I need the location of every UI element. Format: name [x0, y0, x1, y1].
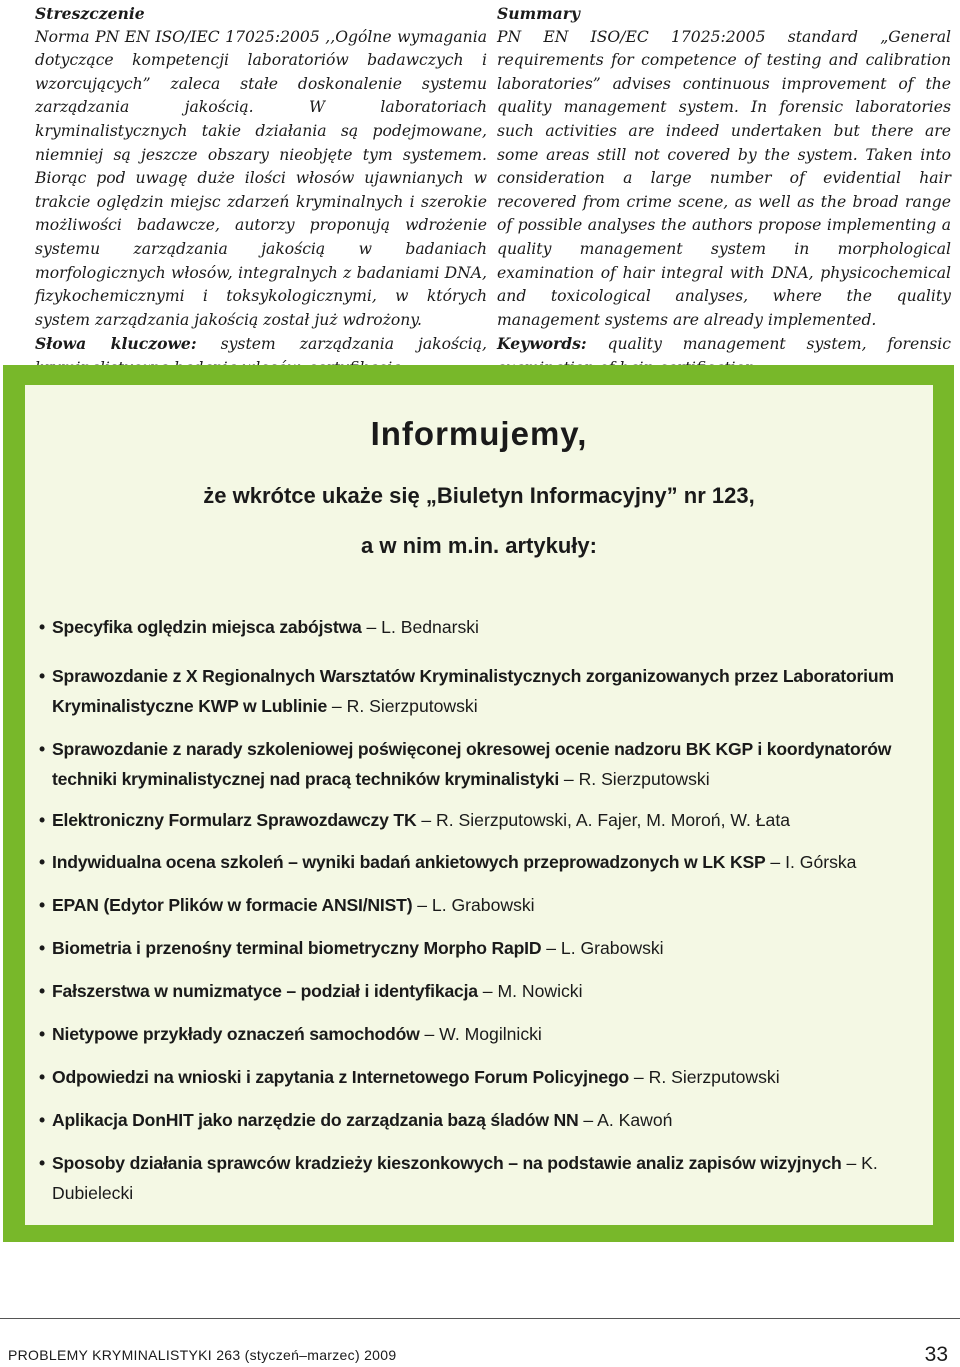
abstract-heading-en: Summary	[497, 4, 580, 23]
article-author: – R. Sierzputowski, A. Fajer, M. Moroń, W. Łata	[416, 810, 790, 830]
abstract-body-pl: Norma PN EN ISO/IEC 17025:2005 ,,Ogólne wymagania dotyczące kompetencji laboratoriów badawczych i wzorcujących” zaleca stałe doskonalenie systemu zarządzania jakością. W laboratoriach kryminalistycznych takie działania są podejmowane, niemniej są jeszcze obszary nieobjęte tym systemem. Biorąc pod uwagę duże ilości włosów ujawnianych w trakcie oględzin miejsc zdarzeń kryminalnych i szerokie możliwości badawcze, autorzy proponują wdrożenie systemu zarządzania jakością w badaniach morfologicznych włosów, integralnych z badaniami DNA, fizykochemicznymi i toksykologicznymi, w których system zarządzania jakością został już wdrożony.	[35, 27, 487, 329]
keywords-label-en: Keywords:	[497, 334, 587, 354]
announcement-title: Informujemy,	[370, 415, 588, 452]
article-text	[52, 933, 922, 963]
journal-footer: PROBLEMY KRYMINALISTYKI 263 (styczeń–marzec) 2009	[8, 1347, 397, 1363]
bullet-icon: •	[39, 617, 46, 637]
article-title: Fałszerstwa w numizmatyce – podział i identyfikacja	[52, 981, 478, 1001]
abstract-heading-pl: Streszczenie	[35, 4, 145, 23]
article-author: – A. Kawoń	[578, 1110, 673, 1130]
article-text	[52, 1148, 922, 1208]
bullet-icon: •	[39, 938, 46, 958]
bullet-icon: •	[39, 1153, 46, 1173]
keywords-text-en: quality management system, forensic	[607, 335, 951, 354]
page-number: 33	[924, 1343, 948, 1366]
article-title: Sposoby działania sprawców kradzieży kieszonkowych – na podstawie analiz zapisów wizyjnych	[52, 1153, 842, 1173]
article-text	[52, 847, 922, 877]
bullet-icon: •	[39, 1110, 46, 1130]
footer-divider	[0, 1318, 960, 1319]
article-title: Elektroniczny Formularz Sprawozdawczy TK	[52, 810, 417, 830]
article-text	[52, 1062, 922, 1092]
article-author: – L. Bednarski	[361, 617, 479, 637]
announcement-panel	[25, 385, 933, 1225]
announcement-box	[3, 365, 954, 1242]
article-author: – W. Mogilnicki	[419, 1024, 542, 1044]
article-text	[52, 661, 922, 721]
article-title: Sprawozdanie z narady szkoleniowej poświęconej okresowej ocenie nadzoru BK KGP i koordynatorów techniki kryminalistycznej nad pracą techników kryminalistyki	[52, 739, 892, 789]
article-title: Sprawozdanie z X Regionalnych Warsztatów Kryminalistycznych zorganizowanych przez Laboratorium Kryminalistyczne KWP w Lublinie	[52, 666, 894, 716]
article-title: Indywidualna ocena szkoleń – wyniki badań ankietowych przeprowadzonych w LK KSP	[52, 852, 766, 872]
article-title: Aplikacja DonHIT jako narzędzie do zarządzania bazą śladów NN	[52, 1110, 579, 1130]
article-text	[52, 612, 922, 642]
bullet-icon: •	[39, 981, 46, 1001]
announcement-intro: a w nim m.in. artykuły:	[361, 533, 597, 558]
announcement-subtitle: że wkrótce ukaże się „Biuletyn Informacyjny” nr 123,	[203, 483, 755, 508]
article-title: EPAN (Edytor Plików w formacie ANSI/NIST)	[52, 895, 413, 915]
bullet-icon: •	[39, 1067, 46, 1087]
keywords-text-pl: system zarządzania jakością,	[220, 335, 487, 354]
article-text	[52, 1019, 922, 1049]
article-title: Odpowiedzi na wnioski i zapytania z Internetowego Forum Policyjnego	[52, 1067, 630, 1087]
abstracts-section	[0, 0, 960, 354]
article-text	[52, 890, 922, 920]
bullet-icon: •	[39, 1024, 46, 1044]
abstract-english	[497, 2, 951, 381]
article-author: – M. Nowicki	[477, 981, 583, 1001]
bullet-icon: •	[39, 852, 46, 872]
article-author: – L. Grabowski	[412, 895, 535, 915]
article-author: – R. Sierzputowski	[629, 1067, 780, 1087]
article-author: – K. Dubielecki	[52, 1153, 878, 1203]
article-title: Specyfika oględzin miejsca zabójstwa	[52, 617, 362, 637]
bullet-icon: •	[39, 666, 46, 686]
article-text	[52, 976, 922, 1006]
article-title: Biometria i przenośny terminal biometryczny Morpho RapID	[52, 938, 542, 958]
article-text	[52, 734, 922, 794]
article-author: – R. Sierzputowski	[559, 769, 710, 789]
article-title: Nietypowe przykłady oznaczeń samochodów	[52, 1024, 420, 1044]
article-author: – L. Grabowski	[541, 938, 664, 958]
article-author: – R. Sierzputowski	[327, 696, 478, 716]
article-text	[52, 805, 922, 835]
article-author: – I. Górska	[765, 852, 857, 872]
bullet-icon: •	[39, 895, 46, 915]
keywords-label-pl: Słowa kluczowe:	[35, 334, 197, 354]
bullet-icon: •	[39, 739, 46, 759]
abstract-polish	[35, 2, 487, 381]
bullet-icon: •	[39, 810, 46, 830]
article-text	[52, 1105, 922, 1135]
abstract-body-en: PN EN ISO/EC 17025:2005 standard „General requirements for competence of testing and calibration laboratories” advises continuous improvement of the quality management system. In forensic laboratories such activities are indeed undertaken but there are some areas still not covered by the system. Taken into consideration a large number of evidential hair recovered from crime scene, as well as the broad range of possible analyses the authors propose implementing a quality management system in morphological examination of hair integral with DNA, physicochemical and toxicological analyses, where the quality management systems are already implemented.	[497, 27, 951, 329]
